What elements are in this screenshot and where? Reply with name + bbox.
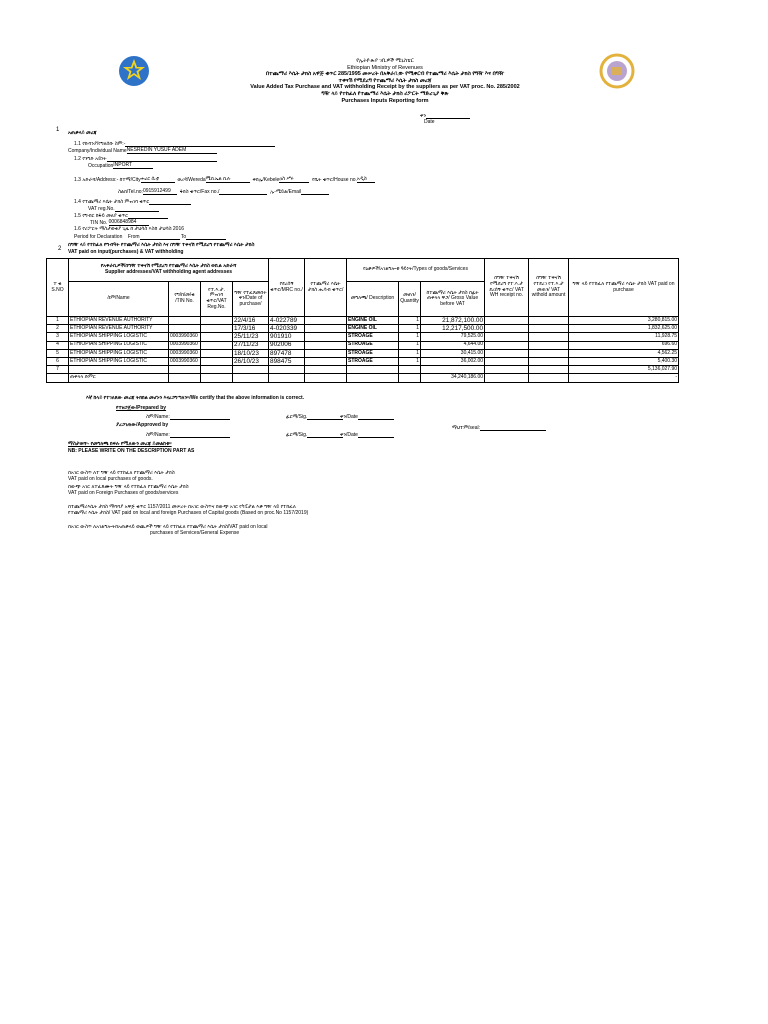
cell-receipt: 4-022789	[269, 317, 305, 325]
col-vat-account-header: የተጨማሪ እሴት ታክስ ሒሳብ ቁጥር/	[305, 259, 347, 317]
address-line[interactable]: 1.3 አድራሻ/Address:- ከተማ/Cityሐረር ሲቲ ወረዳ/Weredaሚኪኤል ኪሉ ቀበሌ/Kebeleዐስ ሥሩ የቤት ቁጥር/House no.አዲስ	[74, 176, 375, 183]
header-line-am-3: ግዥ ላይ የተከፈለ የተጨማሪ እሴት ታክስ ሪፖርት ማድረጊያ ቅጽ	[321, 90, 449, 97]
col-name-header: ስም/Name	[69, 282, 169, 317]
cell-vat-acct	[305, 317, 347, 325]
occupation-field[interactable]: OccupationINPORT	[88, 162, 153, 169]
cell-vat-acct	[305, 357, 347, 365]
cell-sno: 3	[47, 333, 69, 341]
approved-sig-field[interactable]: ፊርማ/Sig.	[286, 431, 343, 438]
col-tin-header: የግ/ከ/መ/ቁ /TIN No.	[169, 282, 201, 317]
cell-desc: STROAGE	[347, 333, 399, 341]
cell-sno: 5	[47, 349, 69, 357]
date-label: Date	[424, 119, 435, 125]
approved-date-field[interactable]: ቀን/Date	[340, 431, 394, 438]
col-receipt-header: የደረሰኝ ቁጥር/MRC no./	[269, 259, 305, 317]
approved-by-label: ያረጋገጠው/Approved by	[116, 422, 169, 428]
desc-note-3: በተጨማሪእሴት ታክስ ማሻሻያ አዋጅ ቁጥር 1157/2011 መሠረት በአገር ውስጥና በውጭ አገር የካፒታል እቃ ግዥ ላይ የተከፈለ የተጨማሪ እሴት ታክስ/ VAT paid on local and foreign Purchases of Capital goods (Based on proc.No 1157/2019)	[68, 504, 309, 516]
purchases-table	[46, 258, 679, 383]
occupation-value: INPORT	[113, 162, 133, 168]
vat-reg-field[interactable]: VAT reg.No.	[88, 205, 159, 212]
vat-reg-label-am: 1.4 የተጨማሪ እሴት ታክስ ምዝገባ ቁጥር	[74, 198, 191, 205]
cell-desc: STROAGE	[347, 357, 399, 365]
desc-note-2: በውጭ አገር ለተፈጸሙት ግዥ ላይ የተከፈለ የተጨማሪ እሴት ታክስ VAT paid on Foreign Purchases of goods/services	[68, 484, 189, 496]
tin-label-am: 1.5 የግብር ከፋይ መለያ ቁጥር	[74, 212, 168, 219]
seal-field[interactable]: ማህተም/seal:	[452, 424, 546, 431]
tin-field[interactable]: TIN No. 0006848984	[90, 219, 149, 226]
desc-note-4: በአገር ውስጥ ለአገልግሎትከአጠቃላይ ወጪዎች ግዥ ላይ የተከፈለ የተጨማሪ እሴት ታክስ/VAT paid on local purchases of Services/General Expense	[68, 524, 268, 536]
cell-vat: 5,136,027.90	[569, 366, 679, 374]
note-label: NB: PLEASE WRITE ON THE DESCRIPTION PART AS	[68, 448, 195, 454]
prepared-date-field[interactable]: ቀን/Date	[340, 413, 394, 420]
cell-wh-receipt	[485, 325, 529, 333]
cell-vat-acct	[305, 349, 347, 357]
cell-vatreg	[201, 317, 233, 325]
ministry-name: Ethiopian Ministry of Revenues	[347, 64, 423, 71]
col-vatreg-header: የተ.እ.ታ. ምዝገባ ቁጥር/VAT Reg.No.	[201, 282, 233, 317]
note-label-am: ማስታወሻ፡- የመግለጫ ክፍሉ የሚለውን መረጃ ይመልከቱ።	[68, 441, 172, 447]
cell-tin: 0003990360	[169, 333, 201, 341]
cell-desc: ENGINE OIL	[347, 325, 399, 333]
cell-withheld	[529, 349, 569, 357]
cell-wh-receipt	[485, 349, 529, 357]
section-2-title-am: በግዥ ላይ የተከፈለ የግብዓት የተጨማሪ እሴት ታክስ እና በግዥ ተቀናሽ የሚደረግ የተጨማሪ እሴት ታክስ	[68, 242, 255, 248]
cell-sno: 2	[47, 325, 69, 333]
header-line-am-2: ተቀናሽ የሚደረግ የተጨማሪ እሴት ታክስ መረጃ	[338, 77, 432, 84]
cell-wh-receipt	[485, 333, 529, 341]
section-1-title: አጠቃላይ መረጃ	[68, 130, 97, 136]
cell-qty: 1	[399, 357, 421, 365]
cell-vatreg	[201, 366, 233, 374]
desc-note-1: በአገር ውስጥ ለተ ግዥ ላይ የተከፈለ የተጨማሪ እሴት ታክስ VAT paid on local purchases of goods.	[68, 470, 175, 482]
cell-name: ETHIOPIAN SHIPPING LOGISTIC	[69, 357, 169, 365]
cell-date: 18/10/23	[233, 349, 269, 357]
table-row	[47, 317, 679, 325]
cell-sno: 1	[47, 317, 69, 325]
cell-qty: 1	[399, 341, 421, 349]
cell-vat: 11,928.75	[569, 333, 679, 341]
cell-receipt: 897478	[269, 349, 305, 357]
cell-name: ETHIOPIAN SHIPPING LOGISTIC	[69, 333, 169, 341]
cell-name	[69, 366, 169, 374]
cell-vat: 3,280,815.00	[569, 317, 679, 325]
approved-name-field[interactable]: ስም/Name:	[146, 431, 230, 438]
cell-vatreg	[201, 325, 233, 333]
total-label: ጠቅላላ ድምር	[69, 374, 169, 382]
tel-value: 0915912499	[142, 188, 171, 194]
cell-sno: 7	[47, 366, 69, 374]
cell-sno: 4	[47, 341, 69, 349]
cell-date: 22/4/16	[233, 317, 269, 325]
table-row	[47, 366, 679, 374]
cell-qty	[399, 366, 421, 374]
cell-gross: 12,217,500.00	[421, 325, 485, 333]
cell-qty: 1	[399, 333, 421, 341]
cell-withheld	[529, 317, 569, 325]
cell-receipt: 901910	[269, 333, 305, 341]
col-sno-header: ተ ቁ S.NO	[47, 259, 69, 317]
cell-date: 17/3/16	[233, 325, 269, 333]
cell-tin	[169, 366, 201, 374]
cell-receipt: 902006	[269, 341, 305, 349]
ministry-seal-icon	[598, 52, 636, 90]
form-subtitle: Purchases Inputs Reporting form	[341, 97, 429, 104]
header-line-am-1: በተጨማሪ እሴት ታክስ አዋጅ ቁጥር 285/1995 መሠረት በአቅራቢው የሚቀርብ የተጨማሪ እሴት ታክስ የግዥ እና በግዥ	[265, 71, 505, 78]
cell-vat: 1,832,625.00	[569, 325, 679, 333]
section-2-title: VAT paid on input(purchases) & VAT withholding	[68, 249, 184, 255]
cell-date: 25/11/23	[233, 333, 269, 341]
cell-desc	[347, 366, 399, 374]
ministry-name-am: የኢትዮጵያ ገቢዎች ሚኒስቴር	[356, 58, 414, 64]
cell-date: 27/11/23	[233, 341, 269, 349]
date-field[interactable]: ቀን	[420, 112, 470, 119]
cell-receipt: 898475	[269, 357, 305, 365]
report-period-line-am: 1.6 የሪፖርት ማስታወቂያ ጊዜ ከ ታህሳስ እስከ ታህሳስ 2016	[74, 226, 185, 232]
cell-tin	[169, 325, 201, 333]
cell-receipt: 4-020339	[269, 325, 305, 333]
cell-vatreg	[201, 349, 233, 357]
company-name-field[interactable]: Company/Individual NameNESREDIN YUSUF ADEM	[68, 147, 217, 154]
cell-vat-acct	[305, 341, 347, 349]
cell-gross: 4,644.00	[421, 341, 485, 349]
cell-vatreg	[201, 357, 233, 365]
col-desc-header: መግለጫ/ Description	[347, 282, 399, 317]
cell-gross: 36,002.00	[421, 357, 485, 365]
cell-qty: 1	[399, 317, 421, 325]
cell-tin: 0003990360	[169, 349, 201, 357]
col-gross-header: ከተጨማሪ እሴት ታክስ በፊት ጠቅላላ ዋጋ/ Gross Value before VAT	[421, 282, 485, 317]
business-type-label: 1.2 የንግድ አይነት	[74, 155, 217, 162]
cell-tin: 0003990360	[169, 341, 201, 349]
cell-vatreg	[201, 333, 233, 341]
cell-name: ETHIOPIAN SHIPPING LOGISTIC	[69, 349, 169, 357]
table-row	[47, 341, 679, 349]
cell-vat: 4,562.25	[569, 349, 679, 357]
table-row	[47, 357, 679, 365]
col-date-header: ግዥ የተፈጸመበት ቀን/Date of purchase/	[233, 282, 269, 317]
cell-name: ETHIOPIAN SHIPPING LOGISTIC	[69, 341, 169, 349]
form-title: Value Added Tax Purchase and VAT withholding Receipt by the suppliers as per VAT proc. No. 285/2002	[250, 84, 520, 91]
cell-withheld	[529, 325, 569, 333]
cell-withheld	[529, 366, 569, 374]
section-2-number: 2	[58, 246, 62, 252]
cell-name: ETHIOPIAN REVENUE AUTHORITY	[69, 325, 169, 333]
table-row	[47, 333, 679, 341]
cell-wh-receipt	[485, 357, 529, 365]
goods-group-header: የዕቃዎች/አገልግሎቱ ዓይነት/Types of goods/Services	[347, 259, 485, 282]
cell-desc: STROAGE	[347, 349, 399, 357]
contact-line[interactable]: ስልክ/Tel.no:0915912499 ፋክስ ቁጥር/Fax no./ ኢ-ሜይል/Email	[118, 188, 329, 195]
table-row	[47, 325, 679, 333]
col-qty-header: መጠን/ Quantity	[399, 282, 421, 317]
cell-desc: STROAGE	[347, 341, 399, 349]
cell-desc: ENGINE OIL	[347, 317, 399, 325]
cell-gross	[421, 366, 485, 374]
cell-withheld	[529, 333, 569, 341]
supplier-group-header: የአቅራቢዎች/በግዥ ተቀናሽ የሚደረግ የተጨማሪ እሴት ታክስ ወኪል አድራሻ Supplier addresses/VAT withholding agent addresses	[69, 259, 269, 282]
prepared-sig-field[interactable]: ፊርማ/Sig.	[286, 413, 343, 420]
cell-vat: 696.60	[569, 341, 679, 349]
col-vat-paid-header: ግዥ ላይ የተከፈለ የተጨማሪ እሴት ታክስ VAT paid on purchase	[569, 259, 679, 317]
cell-receipt	[269, 366, 305, 374]
cell-tin: 0003990360	[169, 357, 201, 365]
cell-sno: 6	[47, 357, 69, 365]
cell-gross: 30,415.00	[421, 349, 485, 357]
period-field[interactable]: Period for Declaration From To	[74, 233, 226, 240]
cell-date	[233, 366, 269, 374]
table-row	[47, 349, 679, 357]
tin-value: 0006848984	[108, 219, 137, 225]
company-name-label-am: 1.1 የኩባንያ/የግለሰቡ ስም:-	[74, 140, 275, 147]
form-header	[190, 58, 580, 104]
cell-wh-receipt	[485, 317, 529, 325]
cell-tin	[169, 317, 201, 325]
cell-vatreg	[201, 341, 233, 349]
cell-vat-acct	[305, 325, 347, 333]
company-name-value: NESREDIN YUSUF ADEM	[126, 147, 187, 153]
cell-withheld	[529, 341, 569, 349]
cell-vat: 5,400.30	[569, 357, 679, 365]
total-gross: 34,240,186.00	[421, 374, 485, 382]
cell-gross: 79,525.00	[421, 333, 485, 341]
cell-gross: 21,872,100.00	[421, 317, 485, 325]
col-wh-receipt-header: በግዥ ተቀናሽ የሚደረግ የተ.እ.ታ ደረሰኝ ቁጥር/ VAT WH receipt no.	[485, 259, 529, 317]
ethiopia-emblem-icon	[118, 55, 150, 87]
cell-wh-receipt	[485, 366, 529, 374]
cell-wh-receipt	[485, 341, 529, 349]
cell-date: 26/10/23	[233, 357, 269, 365]
certify-statement: እኛ ከላይ የተገለጸው መረጃ ትክክል መሆኑን እናረጋግጣለን።/We certify that the above information is correct.	[86, 395, 305, 401]
cell-qty: 1	[399, 349, 421, 357]
cell-qty: 1	[399, 325, 421, 333]
cell-vat-acct	[305, 333, 347, 341]
total-vat: -	[569, 374, 679, 382]
cell-withheld	[529, 357, 569, 365]
prepared-by-label: የተዘጋጀው/Prepared by	[116, 405, 167, 411]
col-withheld-header: በግዥ ተቀናሽ የተደረገ የተ.እ.ታ መጠን/ VAT withold amount	[529, 259, 569, 317]
cell-name: ETHIOPIAN REVENUE AUTHORITY	[69, 317, 169, 325]
section-1-number: 1	[56, 127, 60, 133]
cell-vat-acct	[305, 366, 347, 374]
prepared-name-field[interactable]: ስም/Name:	[146, 413, 230, 420]
